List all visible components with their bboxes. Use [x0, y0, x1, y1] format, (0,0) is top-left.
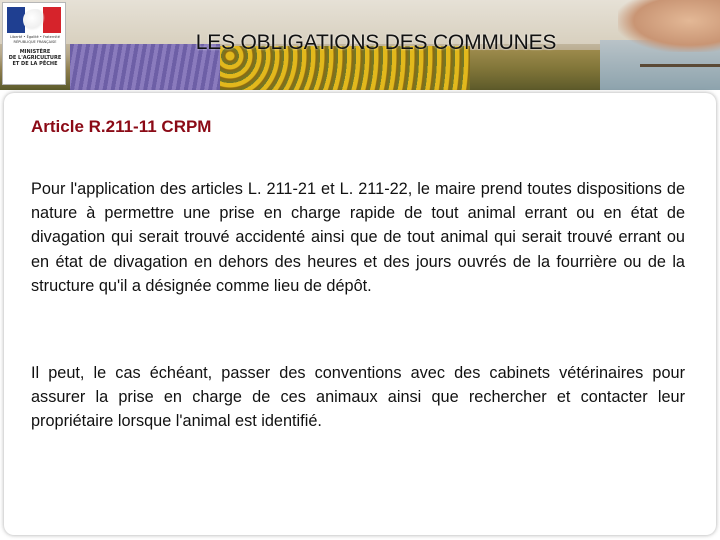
- paragraph-1: Pour l'application des articles L. 211-21 et L. 211-22, le maire prend toutes dispositions de nature à permettre une prise en charge rapide de tout animal errant ou en état de divagation qui serait trouvé accidenté ainsi que de tout animal qui serait trouvé errant ou en état de divagation en dehors des heures et des jours ouvrés de la fourrière ou de la structure qu'il a désignée comme lieu de dépôt.: [31, 180, 685, 295]
- ministry-line: MINISTÈRE: [19, 49, 51, 55]
- ministry-line: DE L'AGRICULTURE: [8, 55, 62, 61]
- marianne-profile-icon: [23, 9, 45, 31]
- country-name: RÉPUBLIQUE FRANÇAISE: [13, 39, 57, 44]
- ministry-name: [7, 49, 63, 67]
- article-reference: Article R.211-11 CRPM: [31, 117, 212, 136]
- ministry-line: ET DE LA PÊCHE: [12, 61, 58, 67]
- ministry-logo: [2, 2, 66, 85]
- paragraph-2: Il peut, le cas échéant, passer des conventions avec des cabinets vétérinaires pour assurer la prise en charge de ces animaux ainsi que rechercher et contacter leur propriétaire lorsque l'animal est identifié.: [31, 364, 685, 431]
- motto-text: Liberté • Égalité • Fraternité: [10, 35, 60, 39]
- banner-pier: [640, 64, 720, 67]
- content-panel: [4, 93, 716, 535]
- republic-motto: [7, 35, 63, 44]
- page-title: LES OBLIGATIONS DES COMMUNES: [195, 31, 557, 54]
